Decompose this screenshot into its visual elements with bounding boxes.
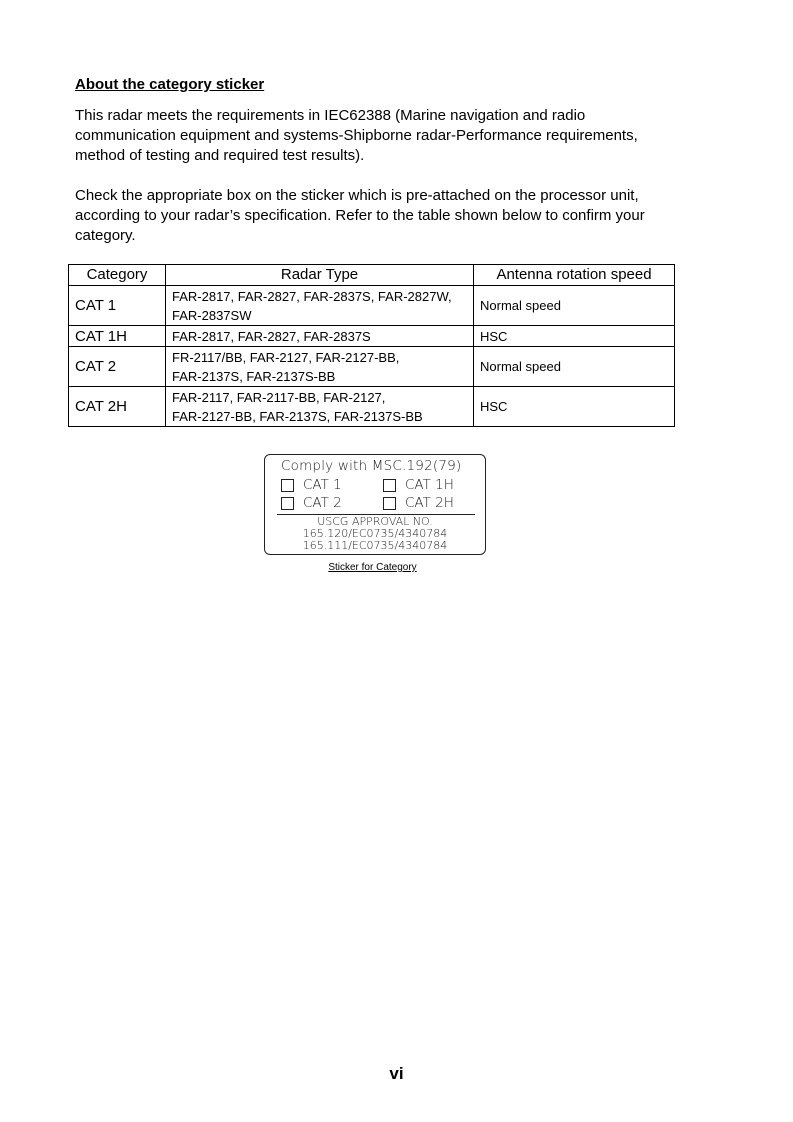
radar-type-cell xyxy=(166,347,474,387)
radar-type-cell xyxy=(166,387,474,427)
category-cell: CAT 1 xyxy=(69,286,166,326)
intro-paragraph xyxy=(75,106,675,166)
sticker-option-label: CAT 2H xyxy=(405,495,454,511)
text-line: Check the appropriate box on the sticker which is pre-attached on the processor unit, xyxy=(75,187,639,204)
sticker-approval-number: 165.120/EC0735/4340784 xyxy=(302,527,448,540)
header-antenna-speed: Antenna rotation speed xyxy=(474,265,675,286)
speed-cell: Normal speed xyxy=(474,347,675,387)
table-row xyxy=(69,387,675,427)
speed-cell: HSC xyxy=(474,326,675,347)
section-heading: About the category sticker xyxy=(75,76,265,93)
checkbox-icon xyxy=(383,497,396,510)
radar-type-line: FAR-2137S, FAR-2137S-BB xyxy=(172,368,336,384)
category-table xyxy=(68,264,675,427)
sticker-option-cat1 xyxy=(281,477,342,493)
radar-type-line: FAR-2837SW xyxy=(172,307,252,323)
sticker-approval-title: USCG APPROVAL NO. xyxy=(317,515,433,528)
instruction-paragraph xyxy=(75,186,675,246)
table-header-row xyxy=(69,265,675,286)
text-line: communication equipment and systems-Shipborne radar-Performance requirements, xyxy=(75,127,638,144)
table-row xyxy=(69,286,675,326)
radar-type-line: FAR-2817, FAR-2827, FAR-2837S xyxy=(172,328,371,344)
page-number: vi xyxy=(389,1064,404,1083)
category-cell: CAT 1H xyxy=(69,326,166,347)
sticker-option-label: CAT 1 xyxy=(303,477,342,493)
category-cell: CAT 2H xyxy=(69,387,166,427)
radar-type-line: FR-2117/BB, FAR-2127, FAR-2127-BB, xyxy=(172,349,400,365)
text-line: method of testing and required test results). xyxy=(75,147,365,164)
text-line: according to your radar’s specification. Refer to the table shown below to confirm your xyxy=(75,207,645,224)
header-radar-type: Radar Type xyxy=(166,265,474,286)
sticker-caption: Sticker for Category xyxy=(328,562,417,573)
radar-type-line: FAR-2817, FAR-2827, FAR-2837S, FAR-2827W, xyxy=(172,288,452,304)
radar-type-line: FAR-2127-BB, FAR-2137S, FAR-2137S-BB xyxy=(172,408,423,424)
sticker-option-cat1h xyxy=(383,477,454,493)
sticker-option-cat2h xyxy=(383,495,454,511)
sticker-option-cat2 xyxy=(281,495,342,511)
radar-type-cell xyxy=(166,286,474,326)
table-row xyxy=(69,347,675,387)
speed-cell: HSC xyxy=(474,387,675,427)
sticker-option-label: CAT 2 xyxy=(303,495,342,511)
radar-type-cell xyxy=(166,326,474,347)
text-line: category. xyxy=(75,227,136,244)
category-cell: CAT 2 xyxy=(69,347,166,387)
sticker-approval-number: 165.111/EC0735/4340784 xyxy=(302,539,448,552)
checkbox-icon xyxy=(383,479,396,492)
checkbox-icon xyxy=(281,497,294,510)
sticker-option-label: CAT 1H xyxy=(405,477,454,493)
category-sticker xyxy=(264,454,486,555)
table-row xyxy=(69,326,675,347)
header-category: Category xyxy=(69,265,166,286)
sticker-comply-text: Comply with MSC.192(79) xyxy=(281,458,462,474)
radar-type-line: FAR-2117, FAR-2117-BB, FAR-2127, xyxy=(172,389,386,405)
speed-cell: Normal speed xyxy=(474,286,675,326)
text-line: This radar meets the requirements in IEC62388 (Marine navigation and radio xyxy=(75,107,586,124)
checkbox-icon xyxy=(281,479,294,492)
